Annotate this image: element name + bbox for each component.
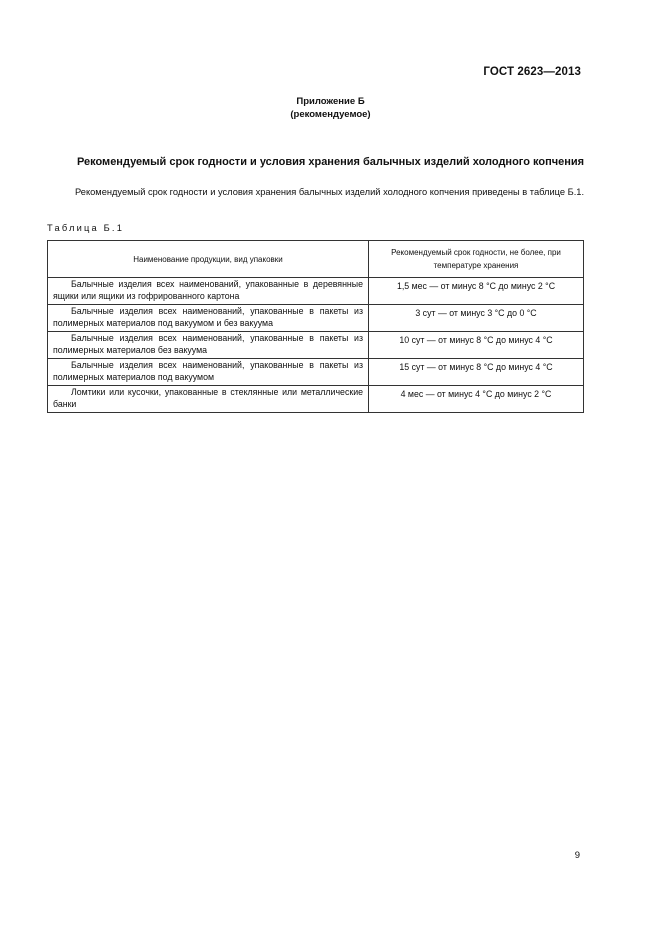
column-header-product: Наименование продукции, вид упаковки — [48, 241, 369, 278]
shelf-life-cell: 10 сут — от минус 8 °С до минус 4 °С — [369, 332, 584, 359]
table-row — [48, 305, 584, 332]
column-header-shelf-life: Рекомендуемый срок годности, не более, при температуре хранения — [369, 241, 584, 278]
product-cell: Балычные изделия всех наименований, упакованные в пакеты из полимерных материалов без вакуума — [48, 332, 369, 359]
product-cell: Балычные изделия всех наименований, упакованные в пакеты из полимерных материалов под вакуумом — [48, 359, 369, 386]
product-cell: Ломтики или кусочки, упакованные в стеклянные или металлические банки — [48, 386, 369, 413]
product-cell: Балычные изделия всех наименований, упакованные в пакеты из полимерных материалов под вакуумом и без вакуума — [48, 305, 369, 332]
shelf-life-cell: 15 сут — от минус 8 °С до минус 4 °С — [369, 359, 584, 386]
appendix-title: Приложение Б — [296, 96, 365, 107]
table-row — [48, 386, 584, 413]
table-caption: Таблица Б.1 — [47, 223, 125, 233]
table-row — [48, 359, 584, 386]
shelf-life-cell: 1,5 мес — от минус 8 °С до минус 2 °С — [369, 278, 584, 305]
table-row — [48, 332, 584, 359]
table-header-row — [48, 241, 584, 278]
page-number: 9 — [574, 850, 580, 861]
intro-paragraph: Рекомендуемый срок годности и условия хранения балычных изделий холодного копчения приведены в таблице Б.1. — [75, 187, 585, 197]
document-code: ГОСТ 2623—2013 — [483, 66, 581, 78]
shelf-life-cell: 3 сут — от минус 3 °С до 0 °С — [369, 305, 584, 332]
appendix-subtitle: (рекомендуемое) — [290, 109, 371, 120]
section-title: Рекомендуемый срок годности и условия хранения балычных изделий холодного копчения — [76, 156, 585, 168]
storage-table — [47, 240, 584, 413]
product-cell: Балычные изделия всех наименований, упакованные в деревянные ящики или ящики из гофрированного картона — [48, 278, 369, 305]
shelf-life-cell: 4 мес — от минус 4 °С до минус 2 °С — [369, 386, 584, 413]
table-row — [48, 278, 584, 305]
